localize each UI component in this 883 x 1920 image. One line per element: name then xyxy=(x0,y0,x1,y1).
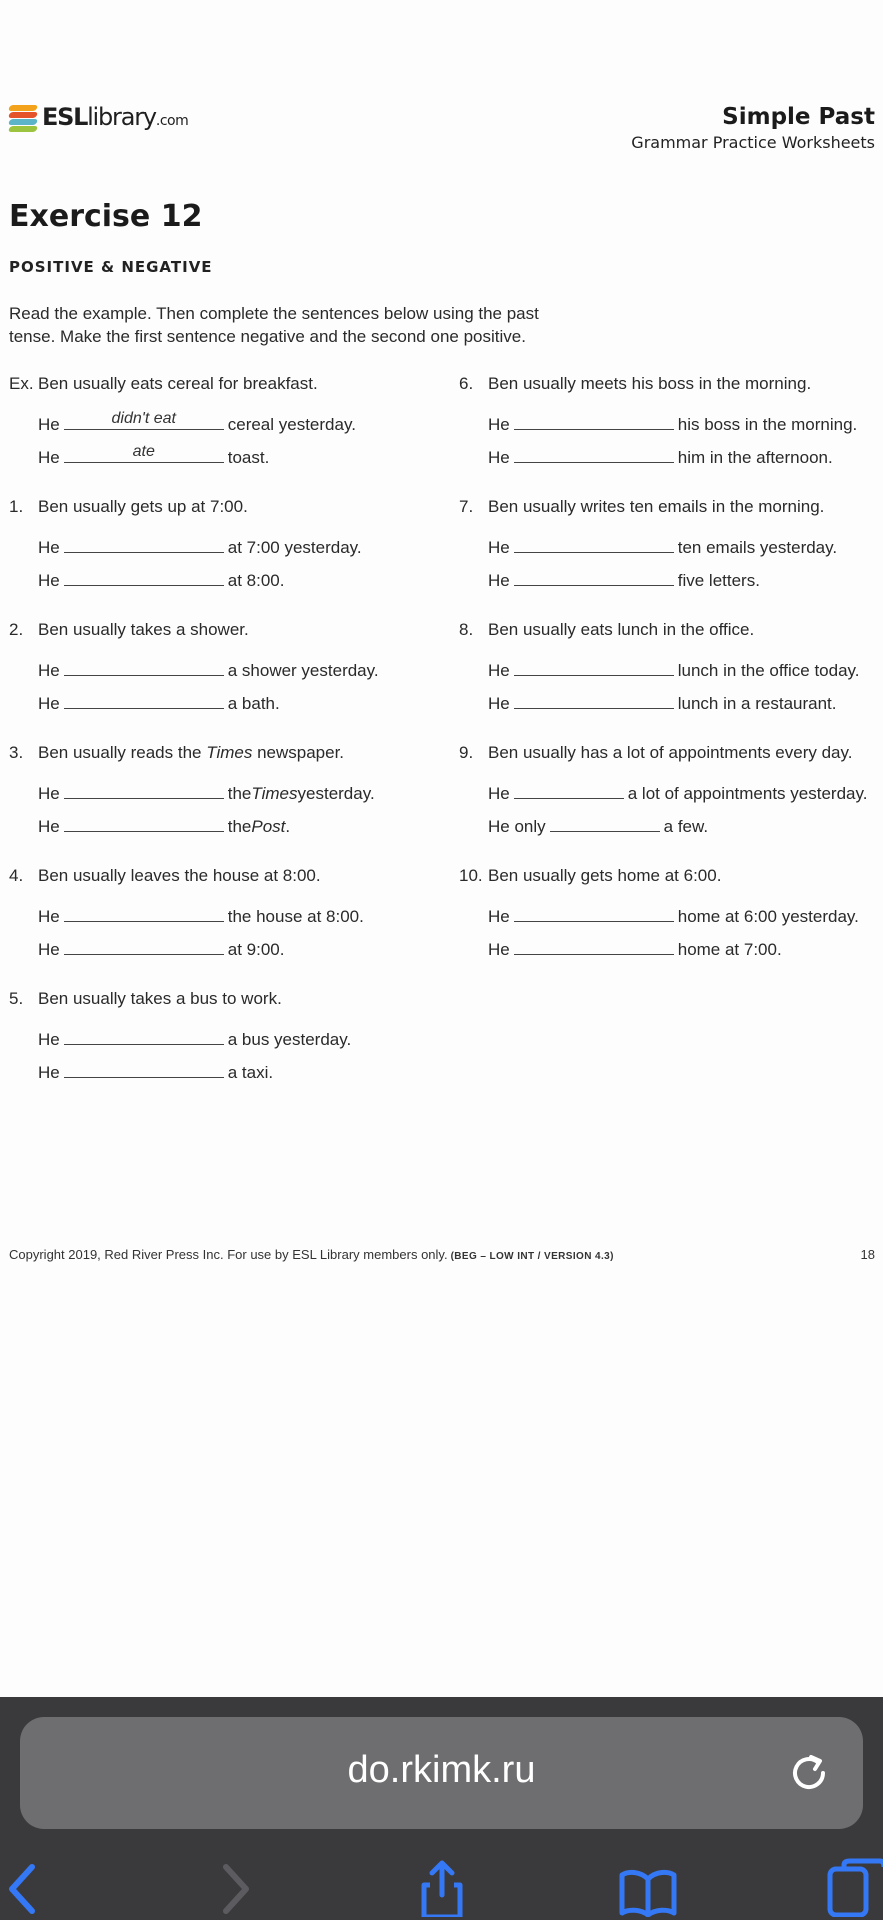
footer-copyright xyxy=(9,1247,614,1262)
answer-blank[interactable] xyxy=(514,531,674,553)
share-icon[interactable] xyxy=(412,1857,472,1917)
exercise-label: POSITIVE & NEGATIVE xyxy=(9,258,213,276)
answer-line xyxy=(38,933,285,959)
answer-prefix: He xyxy=(488,907,510,926)
exercise-title: Exercise 12 xyxy=(9,199,203,234)
answer-blank[interactable] xyxy=(550,810,660,832)
answer-blank[interactable] xyxy=(514,654,674,676)
answer-blank[interactable] xyxy=(64,810,224,832)
answer-blank[interactable] xyxy=(514,933,674,955)
address-bar[interactable] xyxy=(20,1717,863,1829)
item-question: Ben usually has a lot of appointments every day. xyxy=(488,743,853,762)
answer-prefix: He xyxy=(38,784,60,803)
esl-library-logo xyxy=(9,100,188,134)
item-question: Ben usually eats cereal for breakfast. xyxy=(38,374,318,393)
answer-suffix: a taxi. xyxy=(227,1063,274,1082)
answer-suffix: him in the afternoon. xyxy=(677,448,833,467)
answer-blank[interactable] xyxy=(514,687,674,709)
answer-blank[interactable] xyxy=(64,687,224,709)
answer-suffix: his boss in the morning. xyxy=(677,415,858,434)
item-question xyxy=(38,743,344,763)
answer-line xyxy=(38,687,280,713)
item-question: Ben usually eats lunch in the office. xyxy=(488,620,755,639)
answer-blank[interactable] xyxy=(64,531,224,553)
url-text[interactable]: do.rkimk.ru xyxy=(347,1749,536,1791)
answer-blank[interactable] xyxy=(64,408,224,430)
item-number: 1. xyxy=(9,497,24,516)
answer-suffix: a shower yesterday. xyxy=(227,661,379,680)
item-number: 3. xyxy=(9,743,24,762)
answer-line xyxy=(488,900,859,926)
answer-example-text: didn't eat xyxy=(111,410,176,427)
answer-suffix: five letters. xyxy=(677,571,760,590)
answer-prefix: He xyxy=(488,538,510,557)
books-logo-icon xyxy=(9,102,39,132)
logo-esl: ESL xyxy=(42,103,88,131)
item-question: Ben usually gets up at 7:00. xyxy=(38,497,248,516)
answer-line xyxy=(488,408,858,434)
answer-line xyxy=(488,441,833,467)
worksheet-title: Simple Past xyxy=(722,104,875,130)
item-number: 5. xyxy=(9,989,24,1008)
item-question: Ben usually takes a shower. xyxy=(38,620,249,639)
answer-line xyxy=(488,777,868,803)
item-question: Ben usually gets home at 6:00. xyxy=(488,866,722,885)
answer-prefix: He xyxy=(38,661,60,680)
answer-suffix: at 9:00. xyxy=(227,940,285,959)
answer-line xyxy=(488,564,760,590)
answer-line xyxy=(38,531,362,557)
answer-blank[interactable] xyxy=(64,933,224,955)
answer-prefix: He xyxy=(488,694,510,713)
answer-blank[interactable] xyxy=(64,900,224,922)
answer-prefix: He xyxy=(488,661,510,680)
page-number: 18 xyxy=(860,1247,875,1262)
answer-suffix: home at 7:00. xyxy=(677,940,782,959)
answer-blank[interactable] xyxy=(64,441,224,463)
item-question: Ben usually leaves the house at 8:00. xyxy=(38,866,321,885)
answer-prefix: He xyxy=(488,571,510,590)
bookmarks-icon[interactable] xyxy=(618,1857,678,1917)
answer-line xyxy=(38,1056,274,1082)
answer-blank[interactable] xyxy=(514,564,674,586)
forward-icon[interactable] xyxy=(206,1857,266,1917)
answer-line xyxy=(38,408,356,434)
answer-prefix: He xyxy=(38,694,60,713)
answer-prefix: He xyxy=(38,940,60,959)
answer-prefix: He xyxy=(38,817,60,836)
back-icon[interactable] xyxy=(0,1857,60,1917)
item-number: 9. xyxy=(459,743,474,762)
answer-suffix: at 7:00 yesterday. xyxy=(227,538,362,557)
copyright-text: Copyright 2019, Red River Press Inc. For use by ESL Library members only. xyxy=(9,1247,448,1262)
answer-prefix: He xyxy=(488,940,510,959)
answer-suffix: ten emails yesterday. xyxy=(677,538,838,557)
answer-suffix: home at 6:00 yesterday. xyxy=(677,907,859,926)
item-number: Ex. xyxy=(9,374,34,393)
answer-suffix: cereal yesterday. xyxy=(227,415,356,434)
answer-blank[interactable] xyxy=(64,564,224,586)
answer-line xyxy=(38,1023,352,1049)
item-number: 7. xyxy=(459,497,474,516)
answer-line xyxy=(38,900,364,926)
answer-prefix: He xyxy=(38,415,60,434)
question-text: Ben usually reads the xyxy=(38,743,207,762)
browser-toolbar xyxy=(0,1697,883,1920)
answer-line xyxy=(488,531,838,557)
answer-line xyxy=(38,777,375,803)
answer-suffix-italic: Times xyxy=(251,784,298,803)
answer-blank[interactable] xyxy=(64,1023,224,1045)
answer-line xyxy=(38,654,379,680)
item-number: 8. xyxy=(459,620,474,639)
answer-suffix: . xyxy=(285,817,291,836)
reload-icon[interactable] xyxy=(785,1749,833,1797)
answer-line xyxy=(488,933,782,959)
answer-prefix: He only xyxy=(488,817,546,836)
answer-suffix: lunch in the office today. xyxy=(677,661,860,680)
answer-blank[interactable] xyxy=(514,777,624,799)
answer-suffix-italic: Post xyxy=(251,817,286,836)
question-italic-text: Times xyxy=(206,743,253,762)
answer-suffix: the house at 8:00. xyxy=(227,907,364,926)
answer-line xyxy=(488,687,837,713)
worksheet-subtitle: Grammar Practice Worksheets xyxy=(631,133,875,152)
answer-prefix: He xyxy=(488,415,510,434)
answer-blank[interactable] xyxy=(64,777,224,799)
answer-line xyxy=(38,810,291,836)
question-text: newspaper. xyxy=(252,743,345,762)
answer-suffix: toast. xyxy=(227,448,270,467)
item-question: Ben usually takes a bus to work. xyxy=(38,989,282,1008)
answer-suffix: the xyxy=(227,784,252,803)
answer-line xyxy=(488,654,860,680)
tabs-icon[interactable] xyxy=(826,1857,883,1917)
answer-blank[interactable] xyxy=(514,441,674,463)
item-question: Ben usually writes ten emails in the morning. xyxy=(488,497,825,516)
answer-line xyxy=(488,810,709,836)
answer-example-text: ate xyxy=(132,443,155,460)
answer-suffix: at 8:00. xyxy=(227,571,285,590)
answer-prefix: He xyxy=(38,538,60,557)
answer-suffix: lunch in a restaurant. xyxy=(677,694,837,713)
answer-prefix: He xyxy=(38,907,60,926)
answer-prefix: He xyxy=(488,448,510,467)
answer-suffix: yesterday. xyxy=(297,784,375,803)
level-text: (BEG – LOW INT / VERSION 4.3) xyxy=(450,1251,614,1262)
answer-line xyxy=(38,564,285,590)
item-question: Ben usually meets his boss in the morning. xyxy=(488,374,812,393)
answer-blank[interactable] xyxy=(64,1056,224,1078)
answer-blank[interactable] xyxy=(514,900,674,922)
answer-suffix: a bus yesterday. xyxy=(227,1030,352,1049)
logo-com: .com xyxy=(155,113,189,129)
answer-line xyxy=(38,441,270,467)
answer-suffix: a lot of appointments yesterday. xyxy=(627,784,868,803)
answer-prefix: He xyxy=(38,1063,60,1082)
answer-prefix: He xyxy=(38,1030,60,1049)
item-number: 6. xyxy=(459,374,474,393)
item-number: 10. xyxy=(459,866,483,885)
answer-blank[interactable] xyxy=(64,654,224,676)
logo-library: library xyxy=(87,103,156,131)
answer-suffix: a few. xyxy=(663,817,709,836)
exercise-instructions: Read the example. Then complete the sentences below using the past tense. Make the first sentence negative and the second one positive. xyxy=(9,304,539,346)
item-number: 4. xyxy=(9,866,24,885)
answer-prefix: He xyxy=(38,571,60,590)
answer-suffix: the xyxy=(227,817,252,836)
answer-prefix: He xyxy=(488,784,510,803)
answer-suffix: a bath. xyxy=(227,694,280,713)
item-number: 2. xyxy=(9,620,24,639)
answer-blank[interactable] xyxy=(514,408,674,430)
answer-prefix: He xyxy=(38,448,60,467)
